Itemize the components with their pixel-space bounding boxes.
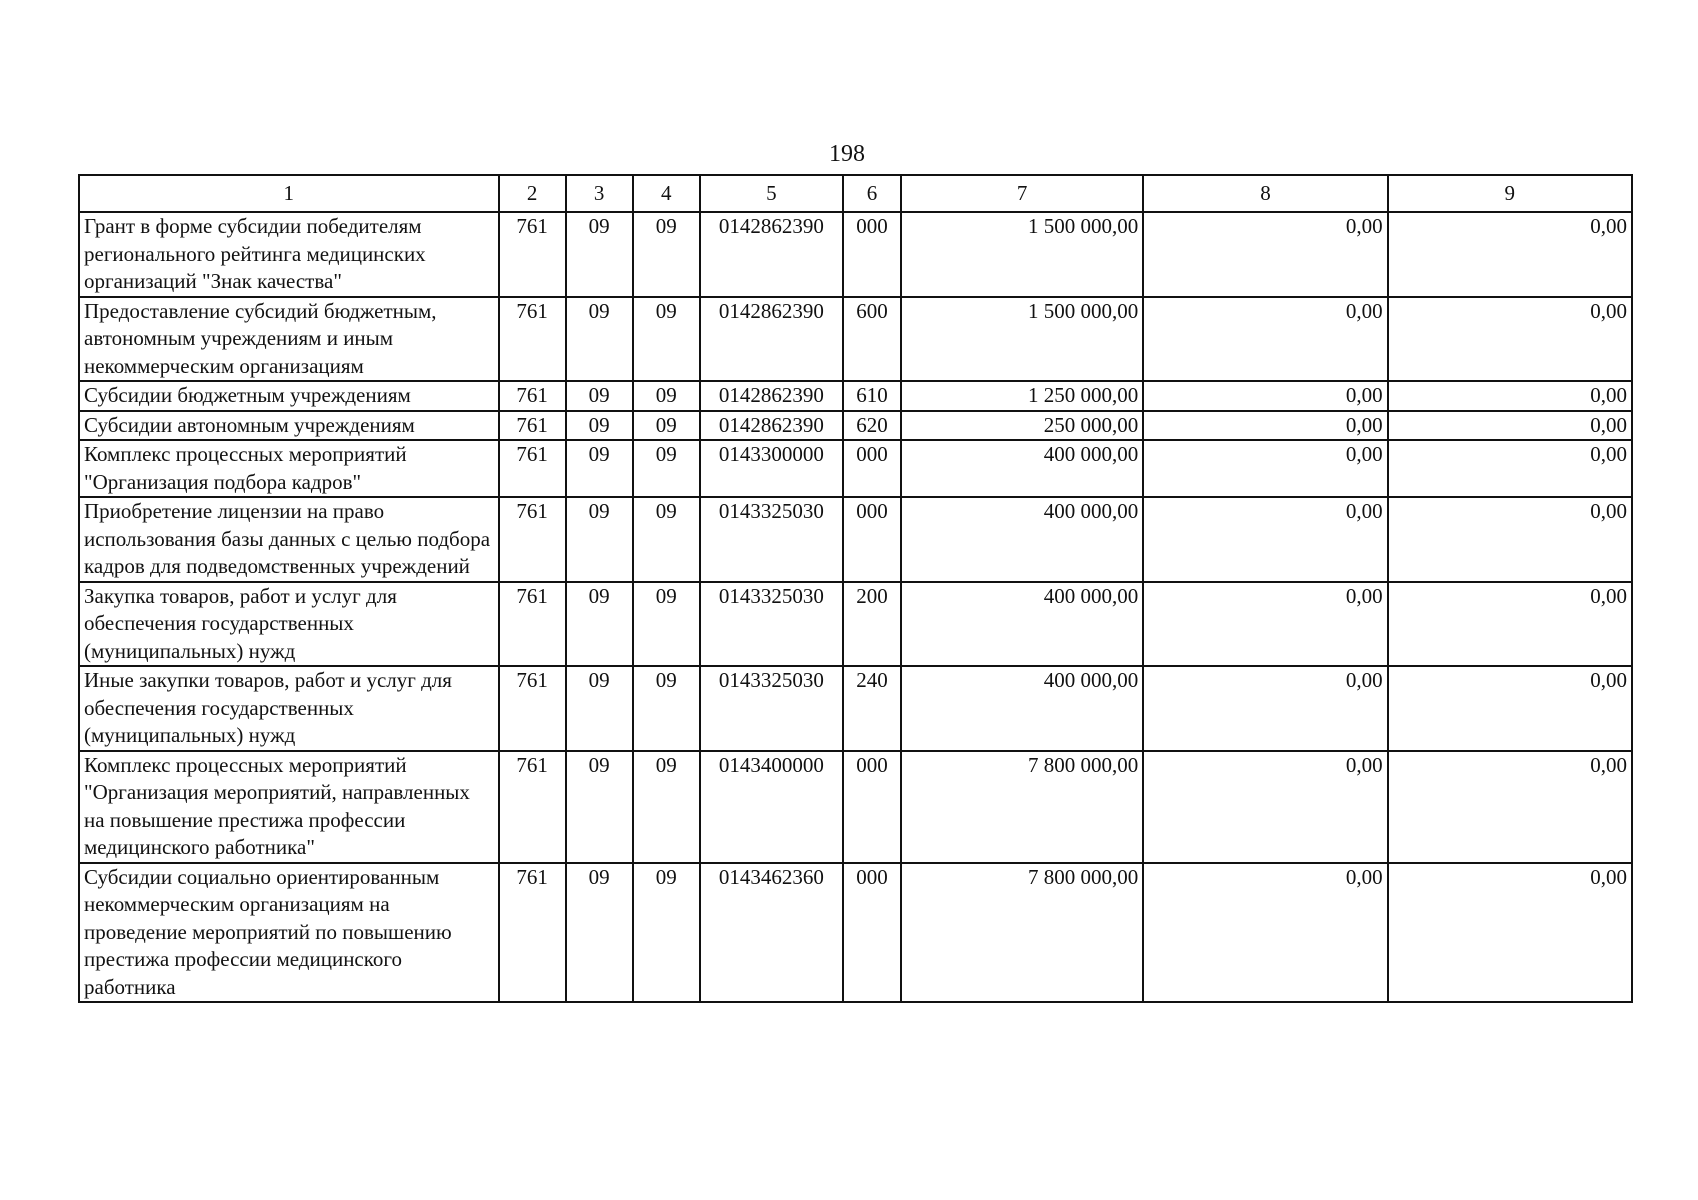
code-cell-6: 000	[843, 751, 901, 863]
amount-cell-8: 0,00	[1143, 751, 1387, 863]
code-cell-2: 761	[499, 411, 566, 441]
header-row	[79, 175, 1632, 212]
row-name-cell: Субсидии бюджетным учреждениям	[79, 381, 499, 411]
code-cell-4: 09	[633, 582, 700, 667]
amount-cell-9: 0,00	[1388, 297, 1632, 382]
column-header: 1	[79, 175, 499, 212]
amount-cell-8: 0,00	[1143, 666, 1387, 751]
amount-cell-9: 0,00	[1388, 666, 1632, 751]
code-cell-2: 761	[499, 666, 566, 751]
code-cell-4: 09	[633, 381, 700, 411]
table-row	[79, 666, 1632, 751]
table-row	[79, 212, 1632, 297]
page-number-text: 198	[829, 141, 865, 167]
table-row	[79, 411, 1632, 441]
code-cell-5: 0143325030	[700, 582, 843, 667]
column-header: 6	[843, 175, 901, 212]
code-cell-4: 09	[633, 411, 700, 441]
column-header: 8	[1143, 175, 1387, 212]
code-cell-3: 09	[566, 381, 633, 411]
column-header: 4	[633, 175, 700, 212]
amount-cell-7: 1 500 000,00	[901, 297, 1143, 382]
code-cell-6: 000	[843, 863, 901, 1003]
code-cell-6: 000	[843, 212, 901, 297]
table-row	[79, 751, 1632, 863]
table-body	[79, 212, 1632, 1002]
budget-table	[78, 174, 1633, 1003]
code-cell-6: 200	[843, 582, 901, 667]
amount-cell-8: 0,00	[1143, 381, 1387, 411]
code-cell-2: 761	[499, 297, 566, 382]
code-cell-6: 000	[843, 497, 901, 582]
amount-cell-7: 7 800 000,00	[901, 863, 1143, 1003]
code-cell-3: 09	[566, 212, 633, 297]
code-cell-4: 09	[633, 212, 700, 297]
table-row	[79, 863, 1632, 1003]
code-cell-5: 0142862390	[700, 212, 843, 297]
code-cell-5: 0142862390	[700, 381, 843, 411]
amount-cell-9: 0,00	[1388, 411, 1632, 441]
amount-cell-9: 0,00	[1388, 497, 1632, 582]
code-cell-3: 09	[566, 666, 633, 751]
table-row	[79, 497, 1632, 582]
code-cell-3: 09	[566, 411, 633, 441]
column-header: 2	[499, 175, 566, 212]
amount-cell-7: 400 000,00	[901, 666, 1143, 751]
code-cell-5: 0143325030	[700, 497, 843, 582]
code-cell-4: 09	[633, 751, 700, 863]
code-cell-6: 600	[843, 297, 901, 382]
code-cell-4: 09	[633, 440, 700, 497]
row-name-cell: Комплекс процессных мероприятий "Организация мероприятий, направленных на повышение престижа профессии медицинского работника"	[79, 751, 499, 863]
code-cell-2: 761	[499, 863, 566, 1003]
amount-cell-7: 400 000,00	[901, 497, 1143, 582]
code-cell-6: 620	[843, 411, 901, 441]
code-cell-6: 000	[843, 440, 901, 497]
amount-cell-8: 0,00	[1143, 863, 1387, 1003]
column-header: 7	[901, 175, 1143, 212]
amount-cell-7: 1 250 000,00	[901, 381, 1143, 411]
amount-cell-8: 0,00	[1143, 440, 1387, 497]
amount-cell-9: 0,00	[1388, 212, 1632, 297]
amount-cell-8: 0,00	[1143, 297, 1387, 382]
table-row	[79, 440, 1632, 497]
code-cell-3: 09	[566, 751, 633, 863]
code-cell-4: 09	[633, 666, 700, 751]
table-row	[79, 297, 1632, 382]
code-cell-5: 0142862390	[700, 297, 843, 382]
code-cell-3: 09	[566, 497, 633, 582]
row-name-cell: Комплекс процессных мероприятий "Организация подбора кадров"	[79, 440, 499, 497]
amount-cell-9: 0,00	[1388, 381, 1632, 411]
table-row	[79, 582, 1632, 667]
code-cell-4: 09	[633, 297, 700, 382]
code-cell-3: 09	[566, 582, 633, 667]
amount-cell-9: 0,00	[1388, 582, 1632, 667]
code-cell-2: 761	[499, 582, 566, 667]
code-cell-6: 610	[843, 381, 901, 411]
amount-cell-8: 0,00	[1143, 411, 1387, 441]
amount-cell-7: 7 800 000,00	[901, 751, 1143, 863]
code-cell-6: 240	[843, 666, 901, 751]
column-header: 9	[1388, 175, 1632, 212]
code-cell-5: 0143400000	[700, 751, 843, 863]
row-name-cell: Субсидии социально ориентированным некоммерческим организациям на проведение мероприятий по повышению престижа профессии медицинского работника	[79, 863, 499, 1003]
code-cell-3: 09	[566, 297, 633, 382]
row-name-cell: Иные закупки товаров, работ и услуг для обеспечения государственных (муниципальных) нужд	[79, 666, 499, 751]
code-cell-2: 761	[499, 497, 566, 582]
code-cell-5: 0143462360	[700, 863, 843, 1003]
amount-cell-7: 1 500 000,00	[901, 212, 1143, 297]
code-cell-2: 761	[499, 212, 566, 297]
amount-cell-7: 400 000,00	[901, 582, 1143, 667]
amount-cell-9: 0,00	[1388, 863, 1632, 1003]
amount-cell-8: 0,00	[1143, 497, 1387, 582]
row-name-cell: Предоставление субсидий бюджетным, автономным учреждениям и иным некоммерческим организациям	[79, 297, 499, 382]
code-cell-4: 09	[633, 863, 700, 1003]
row-name-cell: Субсидии автономным учреждениям	[79, 411, 499, 441]
code-cell-3: 09	[566, 440, 633, 497]
amount-cell-7: 250 000,00	[901, 411, 1143, 441]
amount-cell-7: 400 000,00	[901, 440, 1143, 497]
amount-cell-9: 0,00	[1388, 751, 1632, 863]
code-cell-5: 0142862390	[700, 411, 843, 441]
column-header: 5	[700, 175, 843, 212]
code-cell-4: 09	[633, 497, 700, 582]
column-header: 3	[566, 175, 633, 212]
table-header	[79, 175, 1632, 212]
code-cell-2: 761	[499, 381, 566, 411]
amount-cell-8: 0,00	[1143, 582, 1387, 667]
amount-cell-9: 0,00	[1388, 440, 1632, 497]
amount-cell-8: 0,00	[1143, 212, 1387, 297]
code-cell-5: 0143325030	[700, 666, 843, 751]
code-cell-2: 761	[499, 440, 566, 497]
code-cell-2: 761	[499, 751, 566, 863]
code-cell-5: 0143300000	[700, 440, 843, 497]
page-number	[0, 140, 1698, 168]
row-name-cell: Закупка товаров, работ и услуг для обеспечения государственных (муниципальных) нужд	[79, 582, 499, 667]
code-cell-3: 09	[566, 863, 633, 1003]
row-name-cell: Приобретение лицензии на право использования базы данных с целью подбора кадров для подведомственных учреждений	[79, 497, 499, 582]
row-name-cell: Грант в форме субсидии победителям регионального рейтинга медицинских организаций "Знак качества"	[79, 212, 499, 297]
table-row	[79, 381, 1632, 411]
